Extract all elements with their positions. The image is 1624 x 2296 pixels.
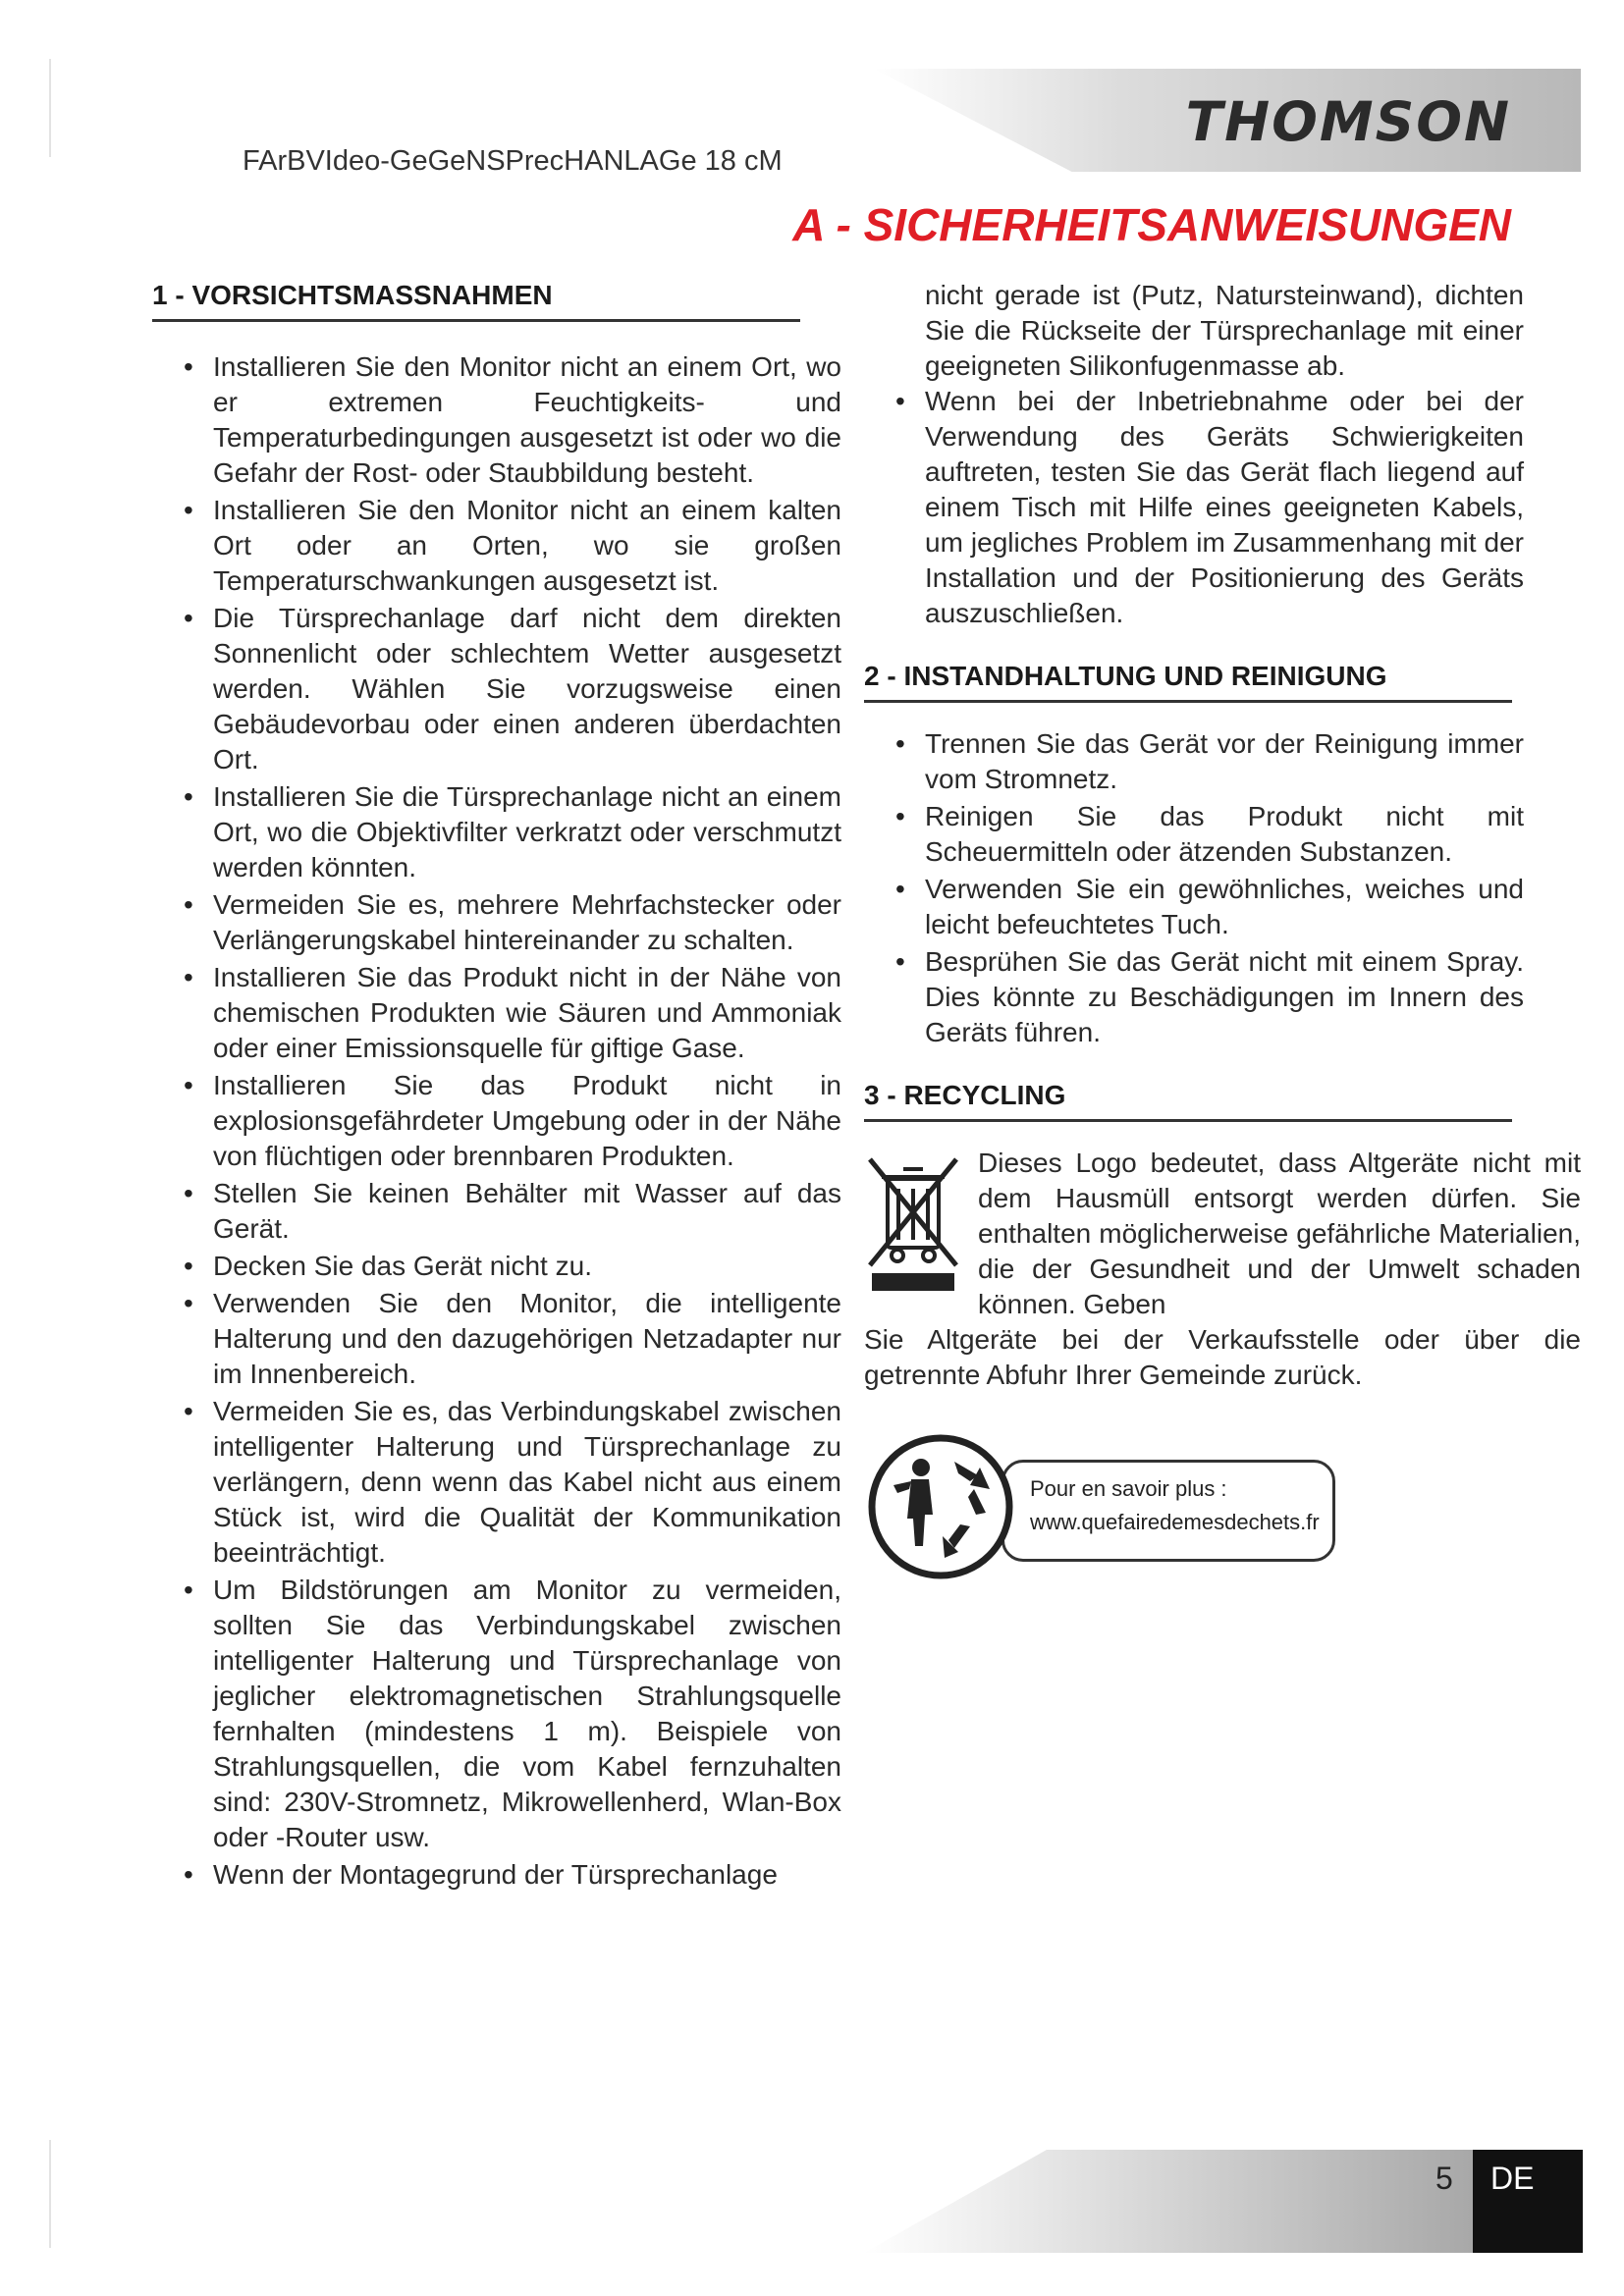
triman-info-box [1001,1460,1335,1562]
list-item: • Um Bildstörungen am Monitor zu vermeiden, sollten Sie das Verbindungskabel zwischen intelligenter Halterung und Türsprechanlage von jeglicher elektromagnetischen Strahlungsquelle fernhalten (mindestens 1 m). Beispiele von Strahlungsquellen, die vom Kabel fernzuhalten sind: 230V-Stromnetz, Mikrowellenherd, Wlan-Box oder -Router usw. [152,1573,841,1855]
footer-gradient [864,2150,1473,2253]
recycling-text-tail: Sie Altgeräte bei der Verkaufsstelle oder über die getrennte Abfuhr Ihrer Gemeinde zurück. [864,1324,1581,1390]
list-item: • Verwenden Sie ein gewöhnliches, weiches und leicht befeuchtetes Tuch. [864,872,1524,942]
edge-mark-top [49,59,51,157]
recycling-text: Dieses Logo bedeutet, dass Altgeräte nicht mit dem Hausmüll entsorgt werden dürfen. Sie enthalten möglicherweise gefährliche Materialien, die der Gesundheit und der Umwelt schaden können. Geben [978,1148,1581,1319]
list-item: • Die Türsprechanlage darf nicht dem direkten Sonnenlicht oder schlechtem Wetter ausgesetzt werden. Wählen Sie vorzugsweise einen Gebäudevorbau oder einen anderen überdachten Ort. [152,601,841,777]
recycling-block [864,1146,1581,1322]
list-item: • Installieren Sie den Monitor nicht an einem Ort, wo er extremen Feuchtigkeits- und Temperaturbedingungen ausgesetzt ist oder wo die Gefahr der Rost- oder Staubbildung besteht. [152,349,841,491]
recycling-heading: 3 - RECYCLING [864,1078,1512,1122]
list-item: • Installieren Sie das Produkt nicht in explosionsgefährdeter Umgebung oder in der Nähe von flüchtigen oder brennbaren Produkten. [152,1068,841,1174]
precautions-heading: 1 - VORSICHTSMASSNAHMEN [152,278,800,322]
list-item: • Installieren Sie die Türsprechanlage nicht an einem Ort, wo die Objektivfilter verkratzt oder verschmutzt werden könnten. [152,779,841,885]
list-item: • Stellen Sie keinen Behälter mit Wasser auf das Gerät. [152,1176,841,1247]
triman-recycle-icon [864,1428,1021,1585]
triman-url: www.quefairedemesdechets.fr [1030,1510,1320,1534]
page-number: 5 [1435,2161,1453,2196]
list-item: • Wenn bei der Inbetriebnahme oder bei der Verwendung des Geräts Schwierigkeiten auftreten, testen Sie das Gerät flach liegend auf einem Tisch mit Hilfe eines geeigneten Kabels, um jegliches Problem im Zusammenhang mit der Installation und der Positionierung des Geräts auszuschließen. [864,384,1524,631]
maintenance-list [864,726,1581,1050]
triman-line-1: Pour en savoir plus : [1030,1476,1227,1501]
edge-mark-bottom [49,2140,51,2248]
precautions-list [152,349,879,1893]
list-item: • Reinigen Sie das Produkt nicht mit Scheuermitteln oder ätzenden Substanzen. [864,799,1524,870]
language-badge: DE [1473,2150,1583,2253]
list-item: • Vermeiden Sie es, das Verbindungskabel zwischen intelligenter Halterung und Türsprechanlage zu verlängern, denn wenn das Kabel nicht aus einem Stück ist, wird die Qualität der Kommunikation beeinträchtigt. [152,1394,841,1571]
list-item: • Besprühen Sie das Gerät nicht mit einem Spray. Dies könnte zu Beschädigungen im Innern des Geräts führen. [864,944,1524,1050]
maintenance-heading: 2 - INSTANDHALTUNG UND REINIGUNG [864,659,1512,703]
precautions-list-continued [864,384,1581,631]
triman-logo [864,1428,1581,1585]
list-item: • Verwenden Sie den Monitor, die intelligente Halterung und den dazugehörigen Netzadapter nur im Innenbereich. [152,1286,841,1392]
list-item: • Installieren Sie den Monitor nicht an einem kalten Ort oder an Orten, wo sie großen Temperaturschwankungen ausgesetzt ist. [152,493,841,599]
right-column [864,278,1581,1585]
section-title: A - SICHERHEITSANWEISUNGEN [792,199,1511,250]
list-item: • Vermeiden Sie es, mehrere Mehrfachstecker oder Verlängerungskabel hintereinander zu schalten. [152,887,841,958]
brand-logo: THOMSON [1185,90,1511,153]
weee-bin-icon [864,1149,962,1297]
precautions-continuation: nicht gerade ist (Putz, Natursteinwand), dichten Sie die Rückseite der Türsprechanlage mit einer geeigneten Silikonfugenmasse ab. [925,280,1524,381]
product-title: FArBVIdeo-GeGeNSPrecHANLAGe 18 cM [243,145,783,177]
list-item: • Trennen Sie das Gerät vor der Reinigung immer vom Stromnetz. [864,726,1524,797]
left-column [152,278,879,1895]
list-item: • Decken Sie das Gerät nicht zu. [152,1249,841,1284]
list-item: • Wenn der Montagegrund der Türsprechanlage [152,1857,841,1893]
list-item: • Installieren Sie das Produkt nicht in der Nähe von chemischen Produkten wie Säuren und Ammoniak oder einer Emissionsquelle für giftige Gase. [152,960,841,1066]
